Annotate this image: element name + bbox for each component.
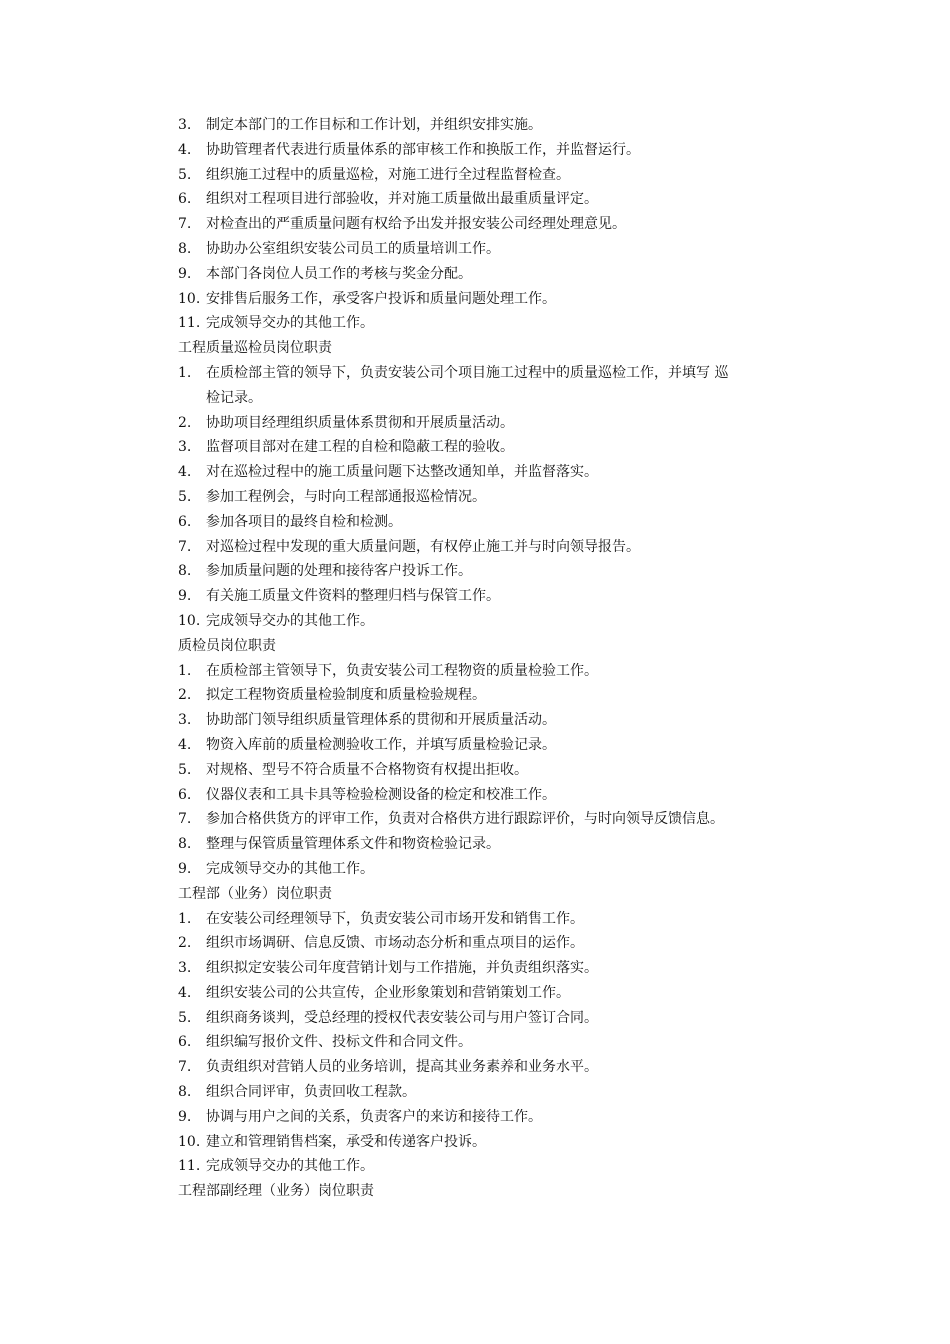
list-item-text: 协助项目经理组织质量体系贯彻和开展质量活动。	[206, 414, 514, 431]
list-item-number: 9.	[178, 265, 192, 282]
list-item	[0, 956, 950, 981]
list-item	[0, 659, 950, 684]
list-item-text: 检记录。	[206, 389, 262, 406]
list-item	[0, 435, 950, 460]
list-item-number: 4.	[178, 984, 192, 1001]
list-item-number: 10.	[178, 612, 201, 629]
list-item-text: 组织编写报价文件、投标文件和合同文件。	[206, 1034, 472, 1051]
list-item-number: 6.	[178, 1034, 192, 1051]
list-item	[0, 931, 950, 956]
list-item-text: 完成领导交办的其他工作。	[206, 860, 374, 877]
list-item-text: 协助办公室组织安装公司员工的质量培训工作。	[206, 240, 500, 257]
list-item-text: 在安装公司经理领导下，负责安装公司市场开发和销售工作。	[206, 910, 584, 927]
list-item-text: 组织合同评审，负责回收工程款。	[206, 1084, 416, 1101]
list-item	[0, 733, 950, 758]
list-item-text: 本部门各岗位人员工作的考核与奖金分配。	[206, 265, 472, 282]
section-heading-text: 工程部副经理（业务）岗位职责	[178, 1183, 374, 1200]
list-item-number: 2.	[178, 935, 192, 952]
list-item-text: 协助部门领导组织质量管理体系的贯彻和开展质量活动。	[206, 712, 556, 729]
list-item-text: 完成领导交办的其他工作。	[206, 315, 374, 332]
list-item-text: 组织安装公司的公共宣传，企业形象策划和营销策划工作。	[206, 984, 570, 1001]
list-item-text: 制定本部门的工作目标和工作计划，并组织安排实施。	[206, 117, 542, 133]
list-item-text: 仪器仪表和工具卡具等检验检测设备的检定和校准工作。	[206, 786, 556, 803]
list-item-text: 在质检部主管的领导下，负责安装公司个项目施工过程中的质量巡检工作，并填写 巡	[206, 364, 729, 381]
list-item-text: 建立和管理销售档案，承受和传递客户投诉。	[206, 1133, 486, 1150]
list-item	[0, 559, 950, 584]
list-item-number: 5.	[178, 761, 192, 778]
list-item-text: 参加工程例会，与时向工程部通报巡检情况。	[206, 488, 486, 505]
list-item-number: 10.	[178, 290, 201, 307]
list-item-text: 对巡检过程中发现的重大质量问题，有权停止施工并与时向领导报告。	[206, 538, 640, 555]
list-item-text: 安排售后服务工作，承受客户投诉和质量问题处理工作。	[206, 290, 556, 307]
list-item-number: 5.	[178, 1009, 192, 1026]
list-item	[0, 212, 950, 237]
list-item-text: 组织施工过程中的质量巡检，对施工进行全过程监督检查。	[206, 166, 570, 183]
list-item	[0, 485, 950, 510]
list-item-text: 监督项目部对在建工程的自检和隐蔽工程的验收。	[206, 439, 514, 456]
list-item-text: 对规格、型号不符合质量不合格物资有权提出拒收。	[206, 761, 528, 778]
list-item-number: 7.	[178, 538, 192, 555]
list-item	[0, 1030, 950, 1055]
list-item-text: 完成领导交办的其他工作。	[206, 1158, 374, 1175]
list-item	[0, 262, 950, 287]
list-item	[0, 683, 950, 708]
list-item-text: 负责组织对营销人员的业务培训，提高其业务素养和业务水平。	[206, 1059, 598, 1076]
list-item-text: 拟定工程物资质量检验制度和质量检验规程。	[206, 687, 486, 704]
list-item	[0, 535, 950, 560]
list-item-number: 1.	[178, 910, 192, 927]
list-item-text: 协助管理者代表进行质量体系的部审核工作和换版工作，并监督运行。	[206, 141, 640, 158]
list-item-number: 10.	[178, 1133, 201, 1150]
list-item-number: 4.	[178, 464, 192, 481]
list-item	[0, 138, 950, 163]
list-item	[0, 857, 950, 882]
list-item-number: 3.	[178, 439, 192, 456]
list-item	[0, 832, 950, 857]
list-item-number: 7.	[178, 1059, 192, 1076]
list-item	[0, 460, 950, 485]
list-item-text: 组织商务谈判，受总经理的授权代表安装公司与用户签订合同。	[206, 1009, 598, 1026]
list-item	[0, 311, 950, 336]
list-item	[0, 1154, 950, 1179]
list-item-text: 在质检部主管领导下，负责安装公司工程物资的质量检验工作。	[206, 662, 598, 679]
list-item-text: 对检查出的严重质量问题有权给予出发并报安装公司经理处理意见。	[206, 216, 626, 233]
list-item-text: 组织市场调研、信息反馈、市场动态分析和重点项目的运作。	[206, 935, 584, 952]
list-item-number: 6.	[178, 513, 192, 530]
list-item-text: 物资入库前的质量检测验收工作，并填写质量检验记录。	[206, 736, 556, 753]
list-item-number: 7.	[178, 216, 192, 233]
list-item-text: 参加质量问题的处理和接待客户投诉工作。	[206, 563, 472, 580]
list-item-text: 整理与保管质量管理体系文件和物资检验记录。	[206, 836, 500, 853]
list-item	[0, 287, 950, 312]
list-item-text: 参加合格供货方的评审工作，负责对合格供方进行跟踪评价，与时向领导反馈信息。	[206, 811, 724, 828]
section-heading	[0, 336, 950, 361]
list-item-number: 2.	[178, 414, 192, 431]
list-item-continuation	[0, 386, 950, 411]
list-item-number: 8.	[178, 1084, 192, 1101]
list-item-number: 9.	[178, 588, 192, 605]
list-item-number: 3.	[178, 960, 192, 977]
list-item-number: 3.	[178, 712, 192, 729]
list-item-number: 8.	[178, 836, 192, 853]
list-item	[0, 907, 950, 932]
section-heading-text: 质检员岗位职责	[178, 637, 276, 654]
list-item	[0, 981, 950, 1006]
list-item-number: 5.	[178, 166, 192, 183]
list-item-number: 7.	[178, 811, 192, 828]
list-item	[0, 609, 950, 634]
list-item-number: 9.	[178, 860, 192, 877]
list-item-text: 完成领导交办的其他工作。	[206, 612, 374, 629]
list-item	[0, 113, 950, 138]
list-item-number: 11.	[178, 1158, 201, 1175]
list-item-number: 8.	[178, 240, 192, 257]
section-heading-text: 工程部（业务）岗位职责	[178, 885, 332, 902]
list-item-number: 1.	[178, 662, 192, 679]
list-item-text: 协调与用户之间的关系，负责客户的来访和接待工作。	[206, 1108, 542, 1125]
list-item	[0, 758, 950, 783]
list-item	[0, 1080, 950, 1105]
list-item	[0, 237, 950, 262]
list-item	[0, 708, 950, 733]
section-heading	[0, 882, 950, 907]
list-item	[0, 163, 950, 188]
list-item	[0, 411, 950, 436]
list-item-number: 9.	[178, 1108, 192, 1125]
list-item	[0, 510, 950, 535]
list-item-number: 11.	[178, 315, 201, 332]
list-item	[0, 187, 950, 212]
section-heading	[0, 1179, 950, 1204]
list-item	[0, 1105, 950, 1130]
list-item-number: 8.	[178, 563, 192, 580]
section-heading	[0, 634, 950, 659]
document-page	[0, 113, 950, 1204]
list-item	[0, 783, 950, 808]
list-item-number: 4.	[178, 141, 192, 158]
list-item-text: 有关施工质量文件资料的整理归档与保管工作。	[206, 588, 500, 605]
list-item-number: 6.	[178, 786, 192, 803]
list-item-text: 组织对工程项目进行部验收，并对施工质量做出最重质量评定。	[206, 191, 598, 208]
list-item-number: 3.	[178, 117, 192, 133]
list-item-text: 参加各项目的最终自检和检测。	[206, 513, 402, 530]
list-item-text: 对在巡检过程中的施工质量问题下达整改通知单，并监督落实。	[206, 464, 598, 481]
list-item-number: 5.	[178, 488, 192, 505]
list-item	[0, 584, 950, 609]
list-item-number: 6.	[178, 191, 192, 208]
list-item	[0, 1055, 950, 1080]
list-item-number: 4.	[178, 736, 192, 753]
list-item-text: 组织拟定安装公司年度营销计划与工作措施，并负责组织落实。	[206, 960, 598, 977]
list-item	[0, 1006, 950, 1031]
section-heading-text: 工程质量巡检员岗位职责	[178, 340, 332, 357]
list-item-number: 1.	[178, 364, 192, 381]
list-item	[0, 807, 950, 832]
list-item	[0, 361, 950, 386]
list-item	[0, 1130, 950, 1155]
list-item-number: 2.	[178, 687, 192, 704]
